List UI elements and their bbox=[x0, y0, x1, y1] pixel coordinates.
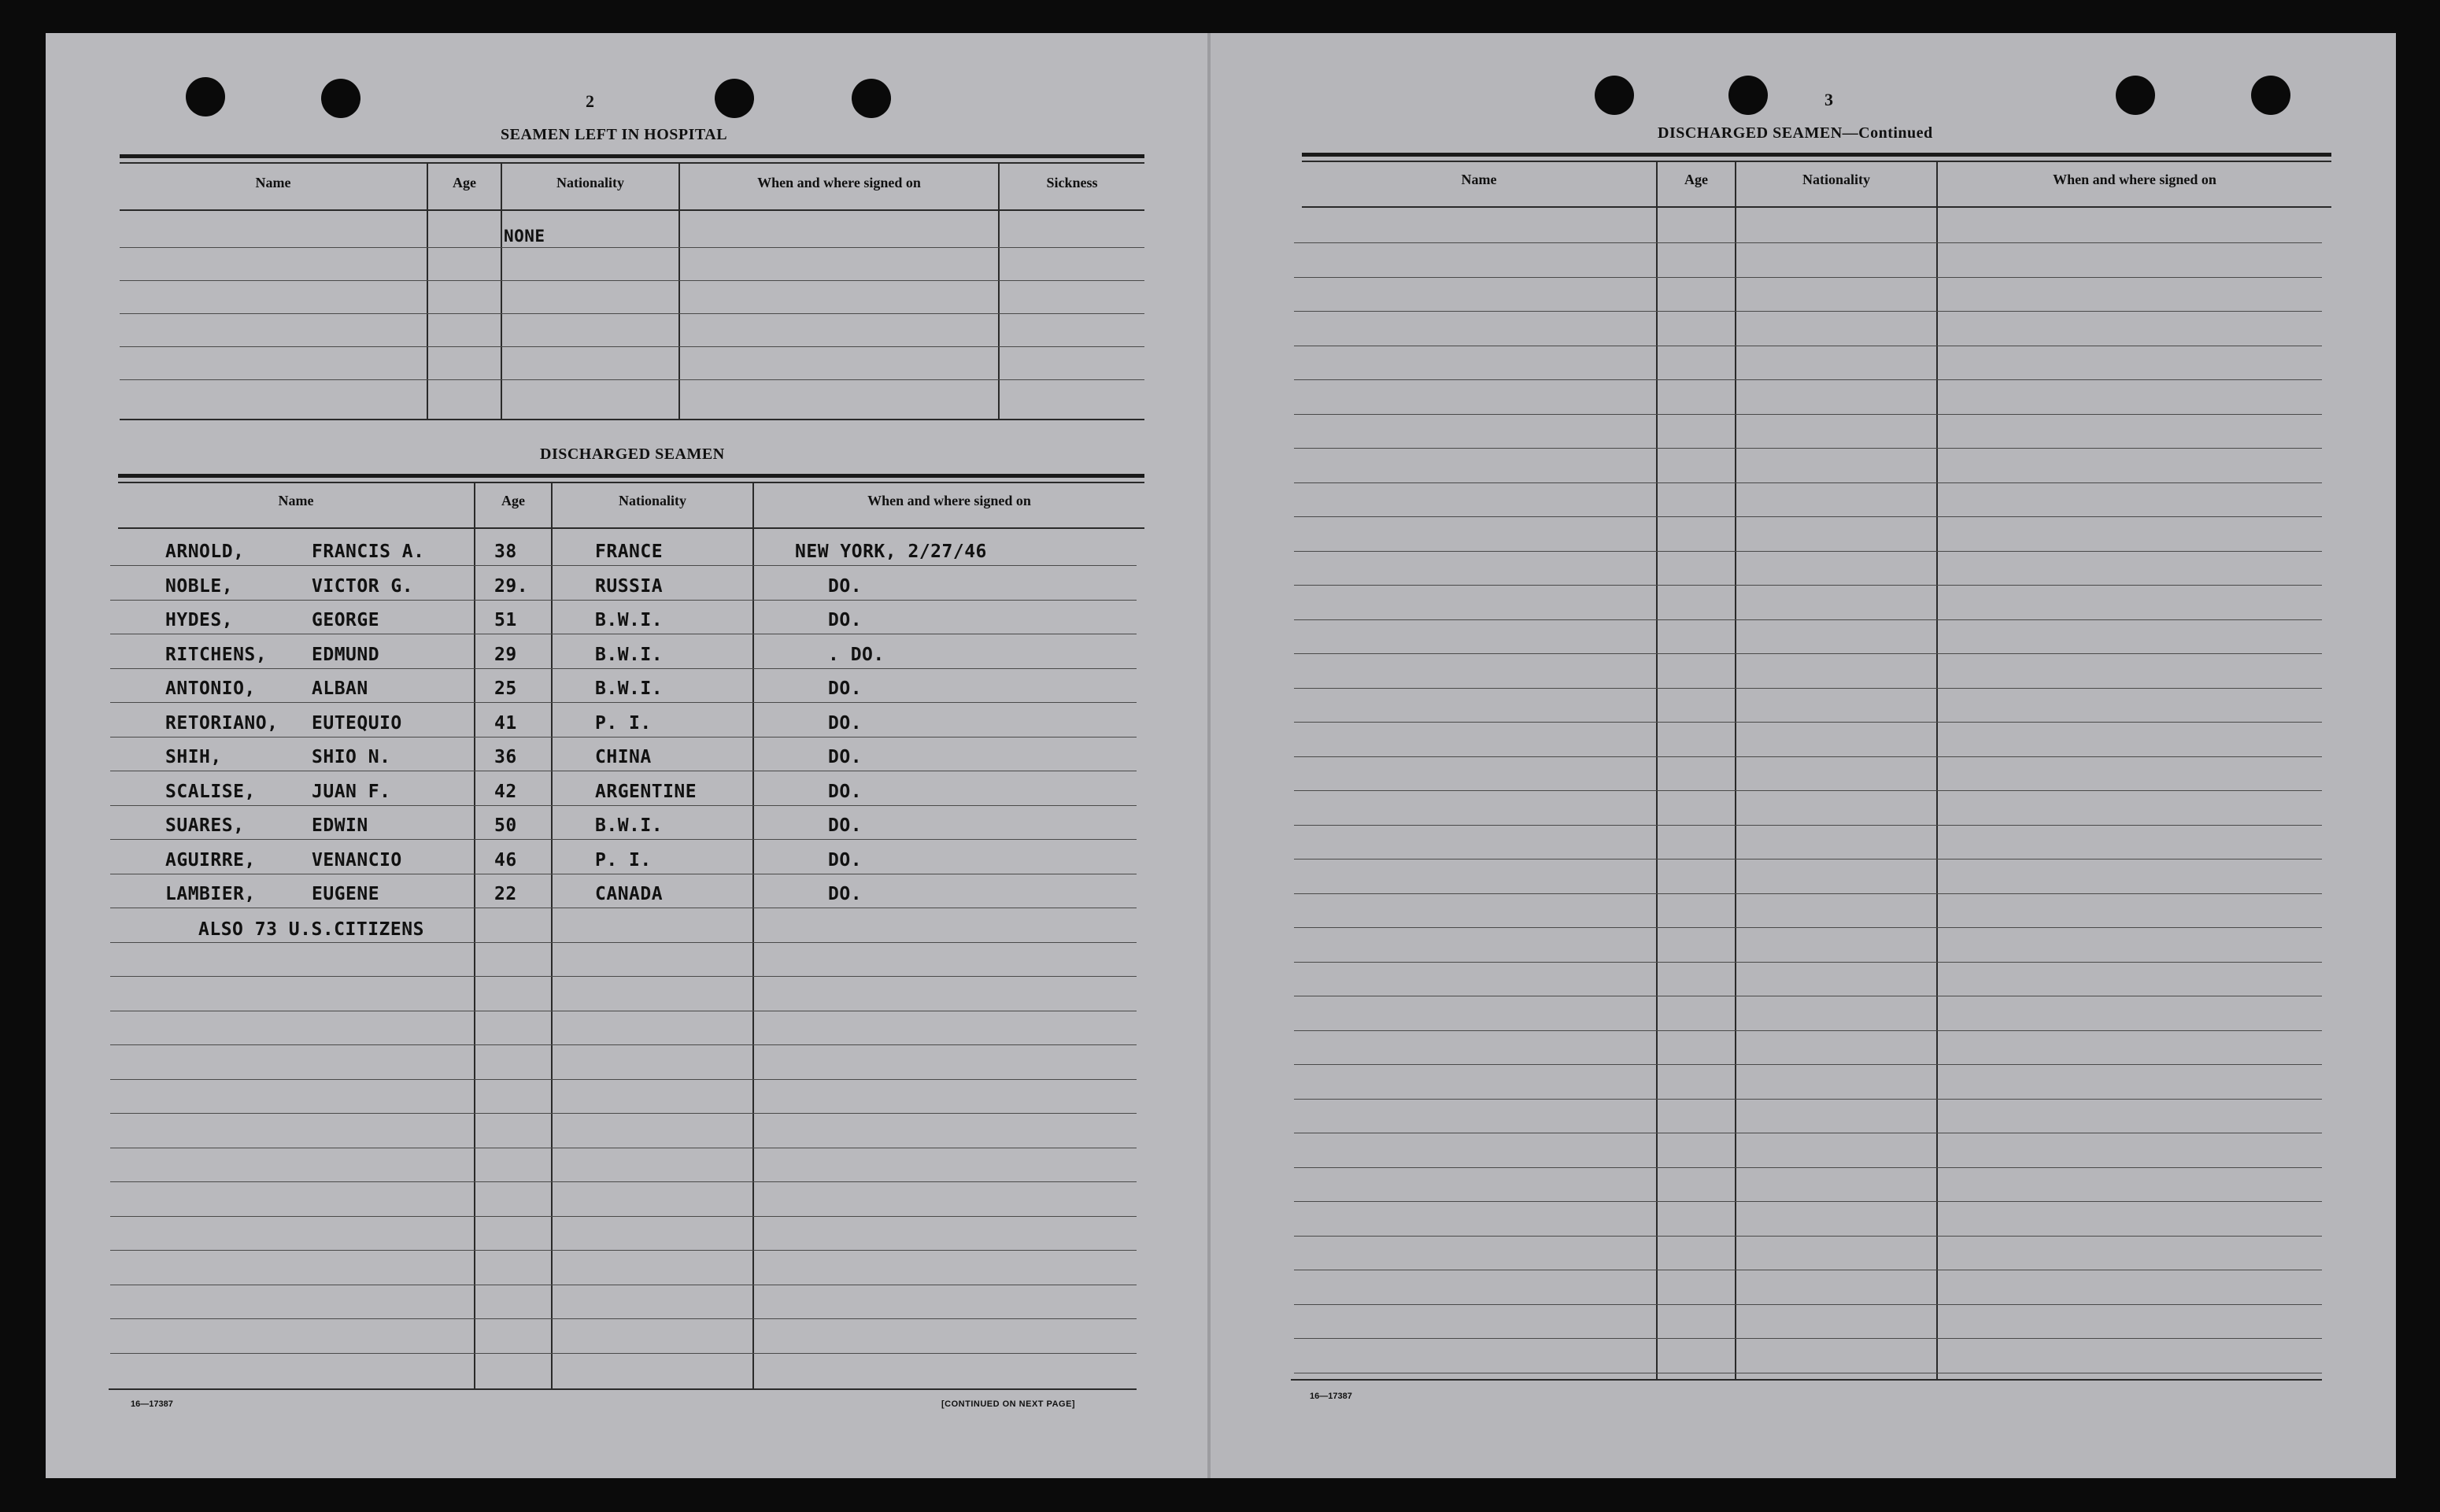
entry-rule bbox=[1294, 242, 2322, 243]
entry-rule bbox=[1294, 893, 2322, 894]
seaman-surname: SCALISE, bbox=[165, 782, 256, 802]
right-page bbox=[1209, 33, 2396, 1478]
entry-rule bbox=[110, 1353, 1137, 1354]
table-bottom-rule bbox=[120, 419, 1144, 420]
entry-rule bbox=[110, 1318, 1137, 1319]
seaman-age: 38 bbox=[494, 542, 517, 562]
seaman-nationality: CANADA bbox=[595, 884, 664, 904]
punch-hole bbox=[321, 79, 360, 118]
column-divider bbox=[998, 162, 1000, 419]
table-rule bbox=[120, 209, 1144, 211]
hospital-col-age: Age bbox=[453, 175, 476, 190]
table-rule bbox=[120, 162, 1144, 164]
entry-rule bbox=[110, 1044, 1137, 1045]
entry-rule bbox=[1294, 1201, 2322, 1202]
entry-rule bbox=[110, 702, 1137, 703]
seaman-given-name: ALBAN bbox=[312, 678, 368, 699]
column-divider bbox=[678, 162, 680, 419]
entry-rule bbox=[1294, 414, 2322, 415]
page-number: 2 bbox=[586, 91, 594, 111]
column-divider bbox=[752, 482, 754, 1388]
seaman-signed-on: DO. bbox=[828, 815, 863, 836]
table-rule bbox=[118, 482, 1144, 483]
table-rule bbox=[1302, 161, 2331, 162]
seaman-given-name: FRANCIS A. bbox=[312, 542, 425, 562]
entry-rule bbox=[110, 600, 1137, 601]
seaman-nationality: RUSSIA bbox=[595, 576, 664, 597]
entry-rule bbox=[1294, 790, 2322, 791]
entry-rule bbox=[110, 1079, 1137, 1080]
entry-rule bbox=[1294, 1304, 2322, 1305]
continued-col-name: Name bbox=[1461, 172, 1497, 187]
entry-rule bbox=[110, 1181, 1137, 1182]
entry-rule bbox=[110, 1113, 1137, 1114]
entry-rule bbox=[110, 737, 1137, 738]
entry-rule bbox=[110, 839, 1137, 840]
entry-rule bbox=[120, 313, 1144, 314]
seaman-given-name: JUAN F. bbox=[312, 782, 391, 802]
column-divider bbox=[1735, 161, 1736, 1381]
table-top-rule bbox=[1302, 153, 2331, 157]
table-bottom-rule bbox=[1291, 1379, 2322, 1381]
table-top-rule bbox=[120, 154, 1144, 158]
seaman-surname: ANTONIO, bbox=[165, 678, 256, 699]
punch-hole bbox=[2251, 76, 2290, 115]
continued-notice: [CONTINUED ON NEXT PAGE] bbox=[941, 1399, 1076, 1409]
seaman-given-name: VICTOR G. bbox=[312, 576, 414, 597]
discharged-continued-title: DISCHARGED SEAMEN—Continued bbox=[1658, 124, 1933, 142]
entry-rule bbox=[1294, 277, 2322, 278]
punch-hole bbox=[2116, 76, 2155, 115]
entry-rule bbox=[1294, 962, 2322, 963]
page-fold bbox=[1207, 33, 1211, 1478]
seaman-age: 22 bbox=[494, 884, 517, 904]
seaman-signed-on: DO. bbox=[828, 713, 863, 734]
seaman-age: 25 bbox=[494, 678, 517, 699]
hospital-col-signed-on: When and where signed on bbox=[757, 175, 921, 190]
entry-rule bbox=[1294, 379, 2322, 380]
seaman-nationality: B.W.I. bbox=[595, 678, 664, 699]
seaman-given-name: EUTEQUIO bbox=[312, 713, 402, 734]
continued-col-age: Age bbox=[1684, 172, 1708, 187]
seaman-signed-on: . DO. bbox=[828, 645, 885, 665]
column-divider bbox=[1656, 161, 1658, 1381]
seaman-signed-on: NEW YORK, 2/27/46 bbox=[795, 542, 987, 562]
seaman-surname: HYDES, bbox=[165, 610, 234, 630]
entry-rule bbox=[1294, 1167, 2322, 1168]
seaman-age: 42 bbox=[494, 782, 517, 802]
seaman-surname: LAMBIER, bbox=[165, 884, 256, 904]
entry-rule bbox=[1294, 859, 2322, 860]
entry-rule bbox=[1294, 688, 2322, 689]
seaman-age: 29 bbox=[494, 645, 517, 665]
entry-rule bbox=[1294, 311, 2322, 312]
seaman-given-name: VENANCIO bbox=[312, 850, 402, 871]
entry-rule bbox=[120, 379, 1144, 380]
discharged-col-name: Name bbox=[278, 493, 314, 508]
entry-rule bbox=[1294, 653, 2322, 654]
entry-rule bbox=[110, 668, 1137, 669]
entry-rule bbox=[110, 1250, 1137, 1251]
entry-rule bbox=[1294, 1236, 2322, 1237]
entry-rule bbox=[110, 976, 1137, 977]
seaman-surname: AGUIRRE, bbox=[165, 850, 256, 871]
column-divider bbox=[501, 162, 502, 419]
hospital-col-name: Name bbox=[255, 175, 291, 190]
entry-rule bbox=[110, 1216, 1137, 1217]
seaman-surname: SHIH, bbox=[165, 747, 222, 767]
entry-rule bbox=[1294, 516, 2322, 517]
form-number: 16—17387 bbox=[1310, 1392, 1352, 1401]
seaman-signed-on: DO. bbox=[828, 747, 863, 767]
table-rule bbox=[1302, 206, 2331, 208]
table-bottom-rule bbox=[109, 1388, 1137, 1390]
seaman-age: 36 bbox=[494, 747, 517, 767]
seaman-age: 50 bbox=[494, 815, 517, 836]
seaman-signed-on: DO. bbox=[828, 678, 863, 699]
seaman-age: 51 bbox=[494, 610, 517, 630]
seaman-nationality: B.W.I. bbox=[595, 815, 664, 836]
seaman-signed-on: DO. bbox=[828, 782, 863, 802]
entry-rule bbox=[1294, 1030, 2322, 1031]
seaman-nationality: B.W.I. bbox=[595, 610, 664, 630]
entry-rule bbox=[110, 942, 1137, 943]
table-rule bbox=[118, 527, 1144, 529]
hospital-col-nationality: Nationality bbox=[556, 175, 624, 190]
continued-col-signed-on: When and where signed on bbox=[2053, 172, 2216, 187]
us-citizens-note: ALSO 73 U.S.CITIZENS bbox=[198, 919, 424, 940]
seaman-surname: RITCHENS, bbox=[165, 645, 268, 665]
entry-rule bbox=[1294, 585, 2322, 586]
form-number: 16—17387 bbox=[131, 1399, 173, 1409]
seaman-age: 46 bbox=[494, 850, 517, 871]
entry-rule bbox=[1294, 1064, 2322, 1065]
entry-rule bbox=[110, 805, 1137, 806]
table-top-rule bbox=[118, 474, 1144, 478]
entry-rule bbox=[120, 247, 1144, 248]
punch-hole bbox=[186, 77, 225, 116]
seaman-signed-on: DO. bbox=[828, 850, 863, 871]
column-divider bbox=[474, 482, 475, 1388]
seaman-given-name: EUGENE bbox=[312, 884, 380, 904]
seaman-given-name: SHIO N. bbox=[312, 747, 391, 767]
seaman-nationality: CHINA bbox=[595, 747, 652, 767]
seaman-nationality: FRANCE bbox=[595, 542, 664, 562]
seaman-surname: NOBLE, bbox=[165, 576, 234, 597]
seaman-surname: RETORIANO, bbox=[165, 713, 279, 734]
continued-col-nationality: Nationality bbox=[1802, 172, 1870, 187]
seaman-age: 41 bbox=[494, 713, 517, 734]
seaman-nationality: ARGENTINE bbox=[595, 782, 697, 802]
hospital-col-sickness: Sickness bbox=[1046, 175, 1098, 190]
punch-hole bbox=[1595, 76, 1634, 115]
column-divider bbox=[1936, 161, 1938, 1381]
entry-rule bbox=[120, 346, 1144, 347]
seaman-nationality: P. I. bbox=[595, 713, 652, 734]
punch-hole bbox=[1728, 76, 1768, 115]
seaman-nationality: P. I. bbox=[595, 850, 652, 871]
entry-rule bbox=[1294, 756, 2322, 757]
seaman-given-name: EDWIN bbox=[312, 815, 368, 836]
seaman-signed-on: DO. bbox=[828, 610, 863, 630]
entry-rule bbox=[1294, 551, 2322, 552]
seaman-surname: SUARES, bbox=[165, 815, 245, 836]
hospital-entry: NONE bbox=[504, 227, 545, 246]
discharged-col-signed-on: When and where signed on bbox=[867, 493, 1031, 508]
entry-rule bbox=[120, 280, 1144, 281]
entry-rule bbox=[110, 565, 1137, 566]
discharged-col-age: Age bbox=[501, 493, 525, 508]
punch-hole bbox=[852, 79, 891, 118]
entry-rule bbox=[1294, 1099, 2322, 1100]
punch-hole bbox=[715, 79, 754, 118]
seaman-age: 29. bbox=[494, 576, 529, 597]
entry-rule bbox=[1294, 448, 2322, 449]
entry-rule bbox=[1294, 619, 2322, 620]
column-divider bbox=[551, 482, 553, 1388]
entry-rule bbox=[1294, 825, 2322, 826]
seaman-signed-on: DO. bbox=[828, 884, 863, 904]
entry-rule bbox=[1294, 722, 2322, 723]
page-number: 3 bbox=[1824, 90, 1833, 109]
entry-rule bbox=[1294, 1338, 2322, 1339]
column-divider bbox=[427, 162, 428, 419]
seaman-given-name: EDMUND bbox=[312, 645, 380, 665]
seaman-nationality: B.W.I. bbox=[595, 645, 664, 665]
entry-rule bbox=[1294, 482, 2322, 483]
entry-rule bbox=[1294, 927, 2322, 928]
discharged-section-title: DISCHARGED SEAMEN bbox=[540, 445, 725, 463]
seaman-given-name: GEORGE bbox=[312, 610, 380, 630]
hospital-section-title: SEAMEN LEFT IN HOSPITAL bbox=[501, 126, 728, 143]
discharged-col-nationality: Nationality bbox=[618, 493, 686, 508]
seaman-surname: ARNOLD, bbox=[165, 542, 245, 562]
seaman-signed-on: DO. bbox=[828, 576, 863, 597]
